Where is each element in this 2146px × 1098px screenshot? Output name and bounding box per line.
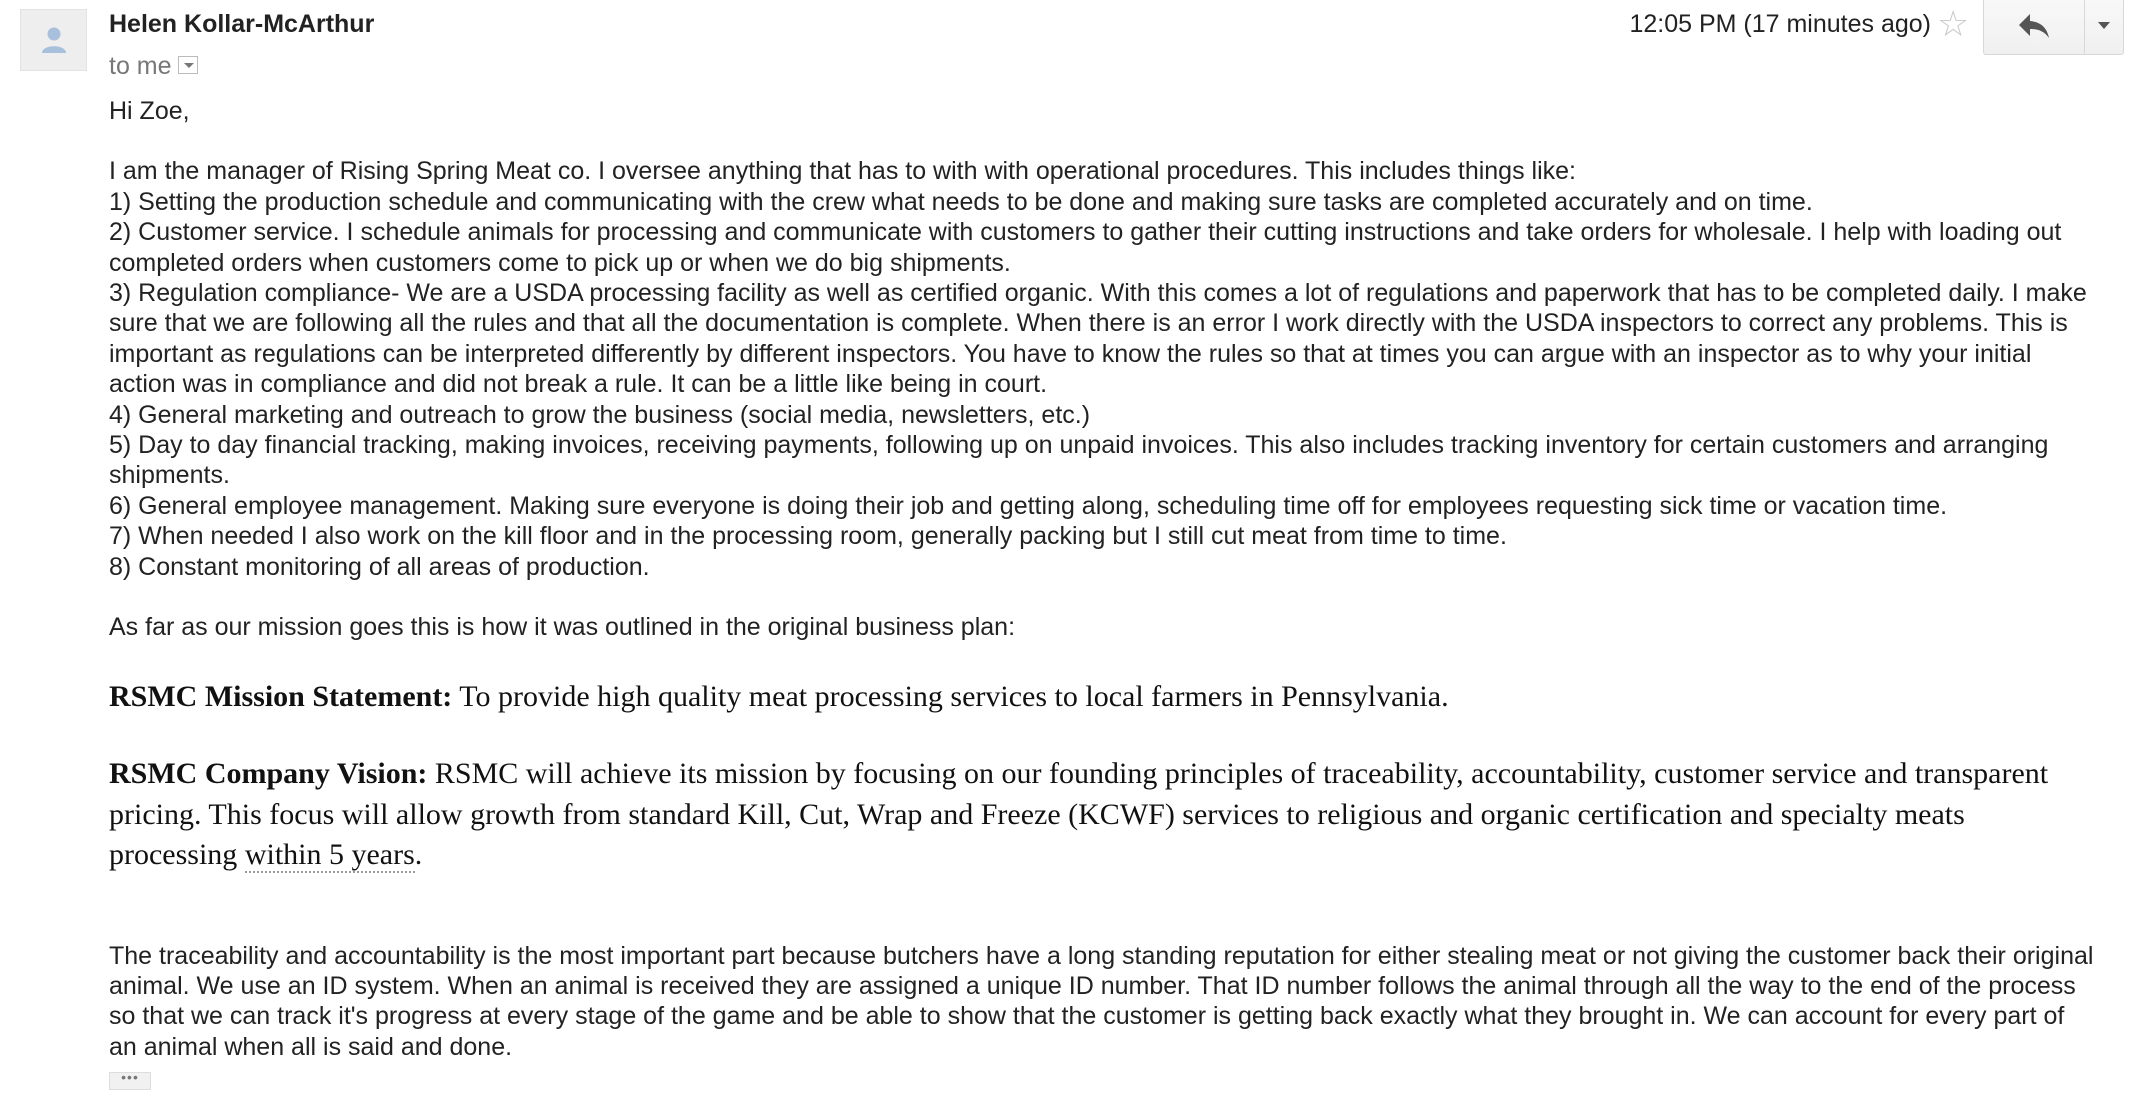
list-item: 7) When needed I also work on the kill floor and in the processing room, generally packing but I still cut meat from time to time.: [109, 522, 1507, 551]
reply-arrow-icon: [2017, 12, 2051, 40]
mission-text: To provide high quality meat processing services to local farmers in Pennsylvania.: [452, 679, 1449, 713]
sender-avatar: [20, 9, 87, 71]
list-item: 2) Customer service. I schedule animals for processing and communicate with customers to gather their cutting instructions and take orders for wholesale. I help with loading out completed orders when customers come to pick up or when we do big shipments.: [109, 218, 2062, 277]
sender-name[interactable]: Helen Kollar-McArthur: [109, 10, 375, 38]
list-item: 1) Setting the production schedule and communicating with the crew what needs to be done and making sure tasks are completed accurately and on time.: [109, 187, 1813, 216]
reply-button[interactable]: [1984, 0, 2085, 54]
list-item: 8) Constant monitoring of all areas of production.: [109, 552, 650, 581]
show-trimmed-content-button[interactable]: •••: [109, 1072, 151, 1090]
person-icon: [41, 26, 67, 54]
list-item: 5) Day to day financial tracking, making invoices, receiving payments, following up on unpaid invoices. This also includes tracking inventory for certain customers and arranging shipments.: [109, 431, 2049, 490]
vision-end: .: [414, 838, 423, 871]
star-icon[interactable]: ☆: [1937, 3, 1970, 44]
recipient-label: to me: [109, 52, 172, 80]
intro-paragraph: I am the manager of Rising Spring Meat co. I oversee anything that has to with with operational procedures. This includes things like:: [109, 157, 1576, 186]
mission-statement: [109, 677, 2099, 718]
vision-text: RSMC will achieve its mission by focusing on our founding principles of traceability, accountability, customer service and transparent pricing. This focus will allow growth from standard Kill, Cut, Wrap and Freeze (KCWF) services to religious and organic certification and specialty meats processing: [109, 757, 2049, 871]
list-item: 6) General employee management. Making sure everyone is doing their job and getting along, scheduling time off for employees requesting sick time or vacation time.: [109, 491, 1948, 520]
closing-paragraph: The traceability and accountability is the most important part because butchers have a long standing reputation for either stealing meat or not giving the customer back their original animal. We use an ID system. When an animal is received they are assigned a unique ID number. That ID number follows the animal through all the way to the end of the process so that we can track it's progress at every stage of the game and be able to show that the customer is getting back exactly what they brought in. We can account for every part of an animal when all is said and done.: [109, 941, 2094, 1061]
recipient-line[interactable]: [109, 52, 198, 81]
message-body: [109, 96, 2099, 1062]
company-vision: [109, 754, 2099, 876]
vision-label: RSMC Company Vision:: [109, 757, 428, 790]
vision-underlined-text: within 5 years: [244, 838, 415, 871]
mission-label: RSMC Mission Statement:: [109, 679, 453, 713]
details-dropdown-icon[interactable]: [178, 56, 198, 74]
greeting: Hi Zoe,: [109, 97, 190, 125]
mission-intro: As far as our mission goes this is how it was outlined in the original business plan:: [109, 613, 1016, 642]
reply-button-group: [1983, 0, 2124, 55]
more-options-button[interactable]: [2085, 0, 2124, 54]
list-item: 4) General marketing and outreach to grow the business (social media, newsletters, etc.): [109, 400, 1091, 429]
timestamp: 12:05 PM (17 minutes ago): [1629, 10, 1931, 38]
list-item: 3) Regulation compliance- We are a USDA processing facility as well as certified organic. With this comes a lot of regulations and paperwork that has to be completed daily. I make sure that we are following all the rules and that all the documentation is complete. When there is an error I work directly with the USDA inspectors to correct any problems. This is important as regulations can be interpreted differently by different inspectors. You have to know the rules so that at times you can argue with an inspector as to why your initial action was in compliance and did not break a rule. It can be a little like being in court.: [109, 279, 2087, 399]
